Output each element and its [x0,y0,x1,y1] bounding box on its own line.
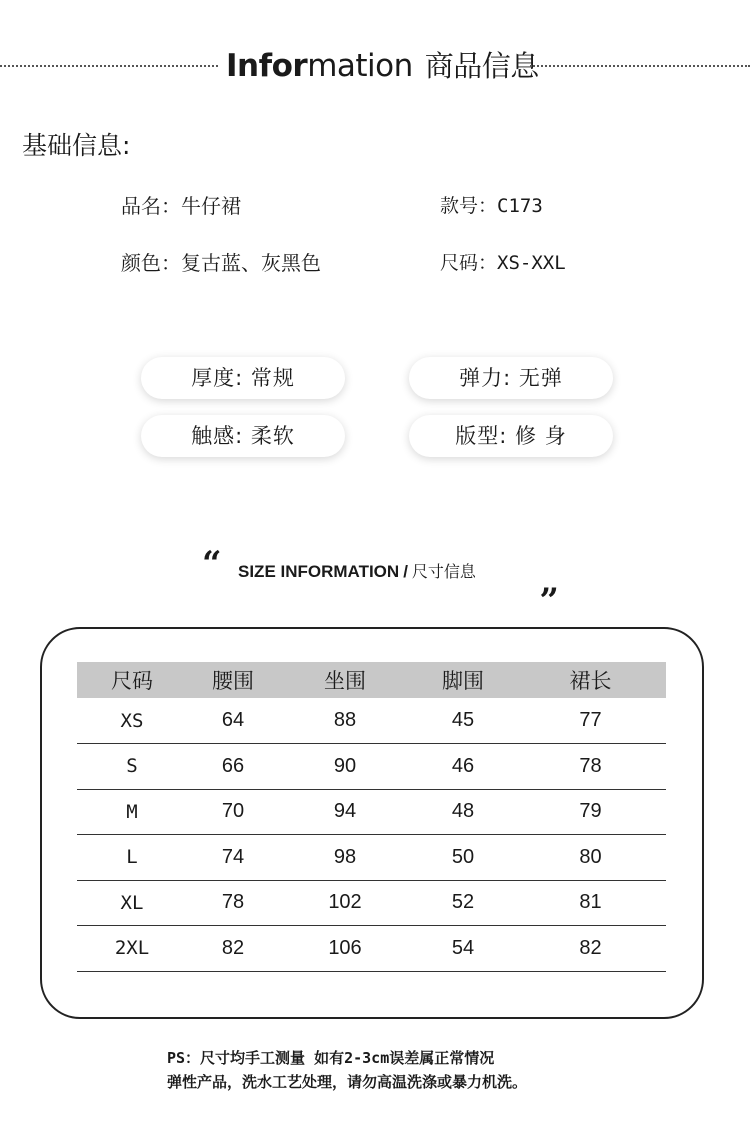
size-title-en: SIZE INFORMATION [238,562,400,581]
table-cell: 88 [279,698,411,744]
table-row [77,698,666,744]
table-cell: 45 [411,698,515,744]
note-measurement: PS：尺寸均手工测量 如有2-3cm误差属正常情况 [167,1049,495,1067]
table-cell: 82 [515,926,666,972]
size-info-heading [0,544,750,602]
title-cn: 商品信息 [424,49,539,83]
table-cell: 50 [411,835,515,881]
header-cell: 尺码 [77,662,187,698]
title-light: mation [307,48,413,84]
table-cell: 66 [187,744,279,790]
header-cell: 脚围 [411,662,515,698]
table-cell: 78 [515,744,666,790]
attribute-thickness: 厚度: 常规 [141,357,345,399]
table-cell: M [77,789,187,835]
size-title-cn: 尺寸信息 [411,564,476,581]
attribute-elasticity: 弹力: 无弹 [409,357,613,399]
table-cell: 54 [411,926,515,972]
product-size-range: 尺码：XS-XXL [440,252,566,274]
table-cell: 77 [515,698,666,744]
table-cell: S [77,744,187,790]
table-cell: 94 [279,789,411,835]
table-cell: 52 [411,880,515,926]
table-cell: 81 [515,880,666,926]
table-cell: 64 [187,698,279,744]
table-cell: 2XL [77,926,187,972]
page-header [0,44,750,88]
table-row [77,926,666,972]
size-table [77,662,666,972]
header-cell: 腰围 [187,662,279,698]
table-row [77,835,666,881]
table-row [77,880,666,926]
table-cell: 70 [187,789,279,835]
size-title-separator: / [403,562,408,581]
quote-close-mark: „ [540,562,560,602]
header-cell: 坐围 [279,662,411,698]
product-name: 品名：牛仔裙 [121,194,241,218]
table-cell: 78 [187,880,279,926]
table-cell: 46 [411,744,515,790]
table-cell: 90 [279,744,411,790]
header-divider-right [530,65,750,67]
table-cell: 102 [279,880,411,926]
table-cell: XL [77,880,187,926]
product-color: 颜色：复古蓝、灰黑色 [121,251,321,275]
table-cell: 48 [411,789,515,835]
table-cell: 82 [187,926,279,972]
attribute-fit: 版型: 修 身 [409,415,613,457]
table-cell: L [77,835,187,881]
note-washing: 弹性产品，洗水工艺处理，请勿高温洗涤或暴力机洗。 [167,1073,528,1091]
header-cell: 裙长 [515,662,666,698]
size-info-title [238,559,476,582]
basic-info-title: 基础信息: [22,131,131,160]
table-cell: XS [77,698,187,744]
quote-open-mark: “ [202,544,222,584]
table-cell: 106 [279,926,411,972]
table-row [77,744,666,790]
table-cell: 79 [515,789,666,835]
page-title [226,44,539,88]
table-cell: 98 [279,835,411,881]
table-cell: 74 [187,835,279,881]
size-table-header [77,662,666,698]
header-divider-left [0,65,218,67]
table-row [77,789,666,835]
title-bold: Infor [226,48,308,84]
table-cell: 80 [515,835,666,881]
attribute-touch: 触感: 柔软 [141,415,345,457]
product-code: 款号：C173 [440,195,543,217]
care-notes [167,1046,527,1094]
